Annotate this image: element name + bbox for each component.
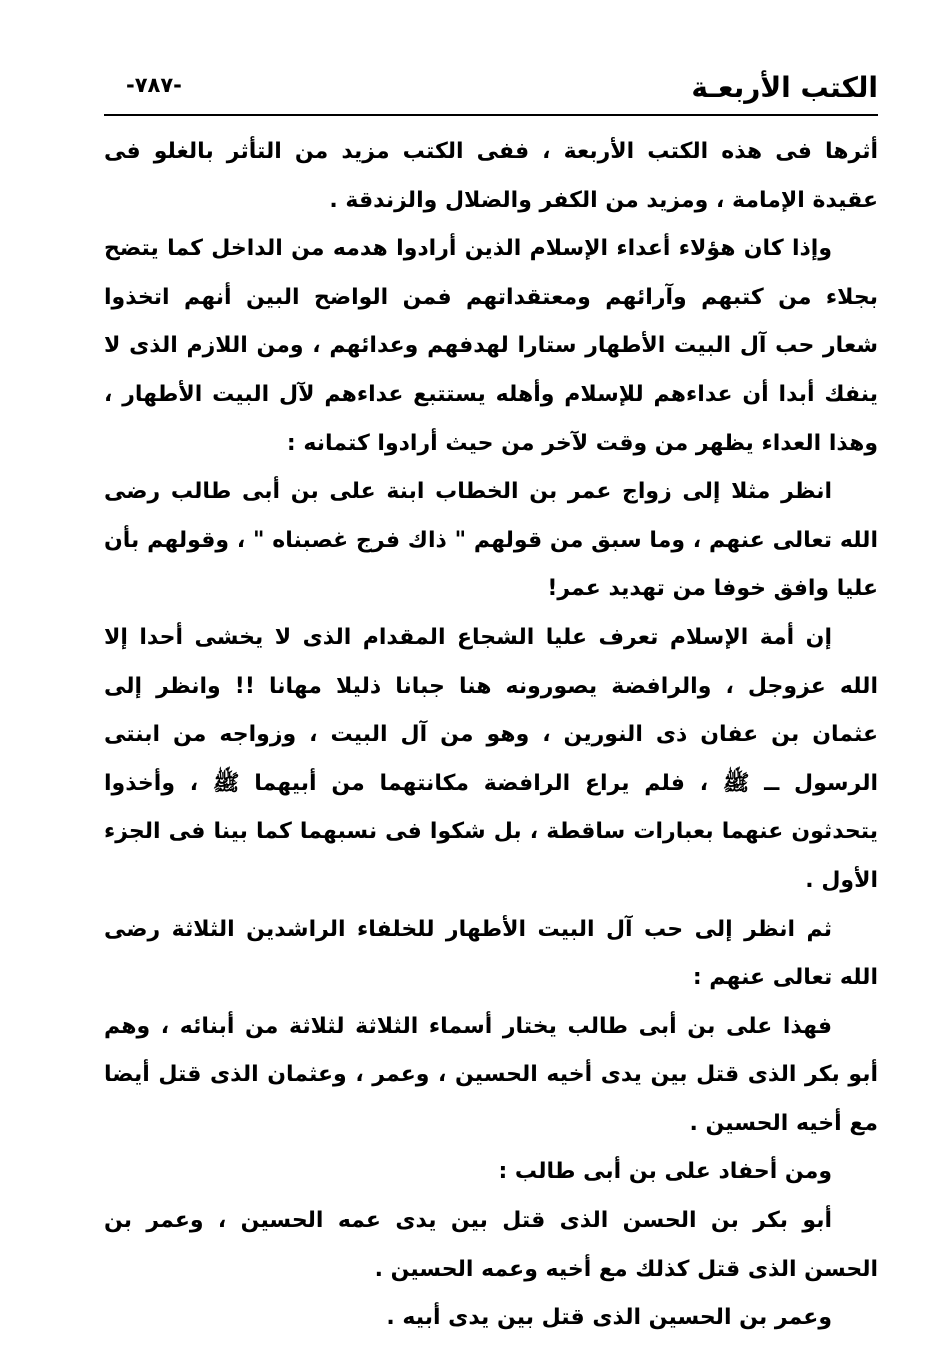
body-text <box>104 128 878 1343</box>
paragraph-4: إن أمة الإسلام تعرف عليا الشجاع المقدام الذى لا يخشى أحدا إلا الله عزوجل ، والرافضة يصورونه هنا جبانا ذليلا مهانا !! وانظر إلى عثمان بن عفان ذى النورين ، وهو من آل البيت ، وزواجه من ابنتى الرسول ــ ﷺ ، فلم يراع الرافضة مكانتهما من أبيهما ﷺ ، وأخذوا يتحدثون عنهما بعبارات ساقطة ، بل شكوا فى نسبهما كما بينا فى الجزء الأول . <box>104 624 878 893</box>
paragraph-3: انظر مثلا إلى زواج عمر بن الخطاب ابنة على بن أبى طالب رضى الله تعالى عنهم ، وما سبق من قولهم " ذاك فرج غصبناه " ، وقولهم بأن عليا وافق خوفا من تهديد عمر! <box>104 479 878 602</box>
page-number: -٧٨٧- <box>126 73 182 97</box>
paragraph-1: أثرها فى هذه الكتب الأربعة ، ففى الكتب مزيد من التأثر بالغلو فى عقيدة الإمامة ، ومزيد من الكفر والضلال والزندقة . <box>104 139 878 213</box>
paragraph-6: فهذا على بن أبى طالب يختار أسماء الثلاثة لثلاثة من أبنائه ، وهم أبو بكر الذى قتل بين يدى أخيه الحسين ، وعمر ، وعثمان الذى قتل أيضا مع أخيه الحسين . <box>104 1013 878 1136</box>
paragraph-2: وإذا كان هؤلاء أعداء الإسلام الذين أرادوا هدمه من الداخل كما يتضح بجلاء من كتبهم وآرائهم ومعتقداتهم فمن الواضح البين أنهم اتخذوا شعار حب آل البيت الأطهار ستارا لهدفهم وعدائهم ، ومن اللازم الذى لا ينفك أبدا أن عداءهم للإسلام وأهله يستتبع عداءهم لآل البيت الأطهار ، وهذا العداء يظهر من وقت لآخر من حيث أرادوا كتمانه : <box>104 236 878 456</box>
paragraph-7: ومن أحفاد على بن أبى طالب : <box>498 1159 832 1185</box>
paragraph-8: أبو بكر بن الحسن الذى قتل بين يدى عمه الحسين ، وعمر بن الحسن الذى قتل كذلك مع أخيه وعمه الحسين . <box>104 1208 878 1282</box>
paragraph-5: ثم انظر إلى حب آل البيت الأطهار للخلفاء الراشدين الثلاثة رضى الله تعالى عنهم : <box>104 916 878 991</box>
header-rule <box>104 114 878 116</box>
paragraph-9: وعمر بن الحسين الذى قتل بين يدى أبيه . <box>386 1305 832 1331</box>
book-title: الكتب الأربعـة <box>691 71 878 104</box>
page-header <box>104 68 878 116</box>
